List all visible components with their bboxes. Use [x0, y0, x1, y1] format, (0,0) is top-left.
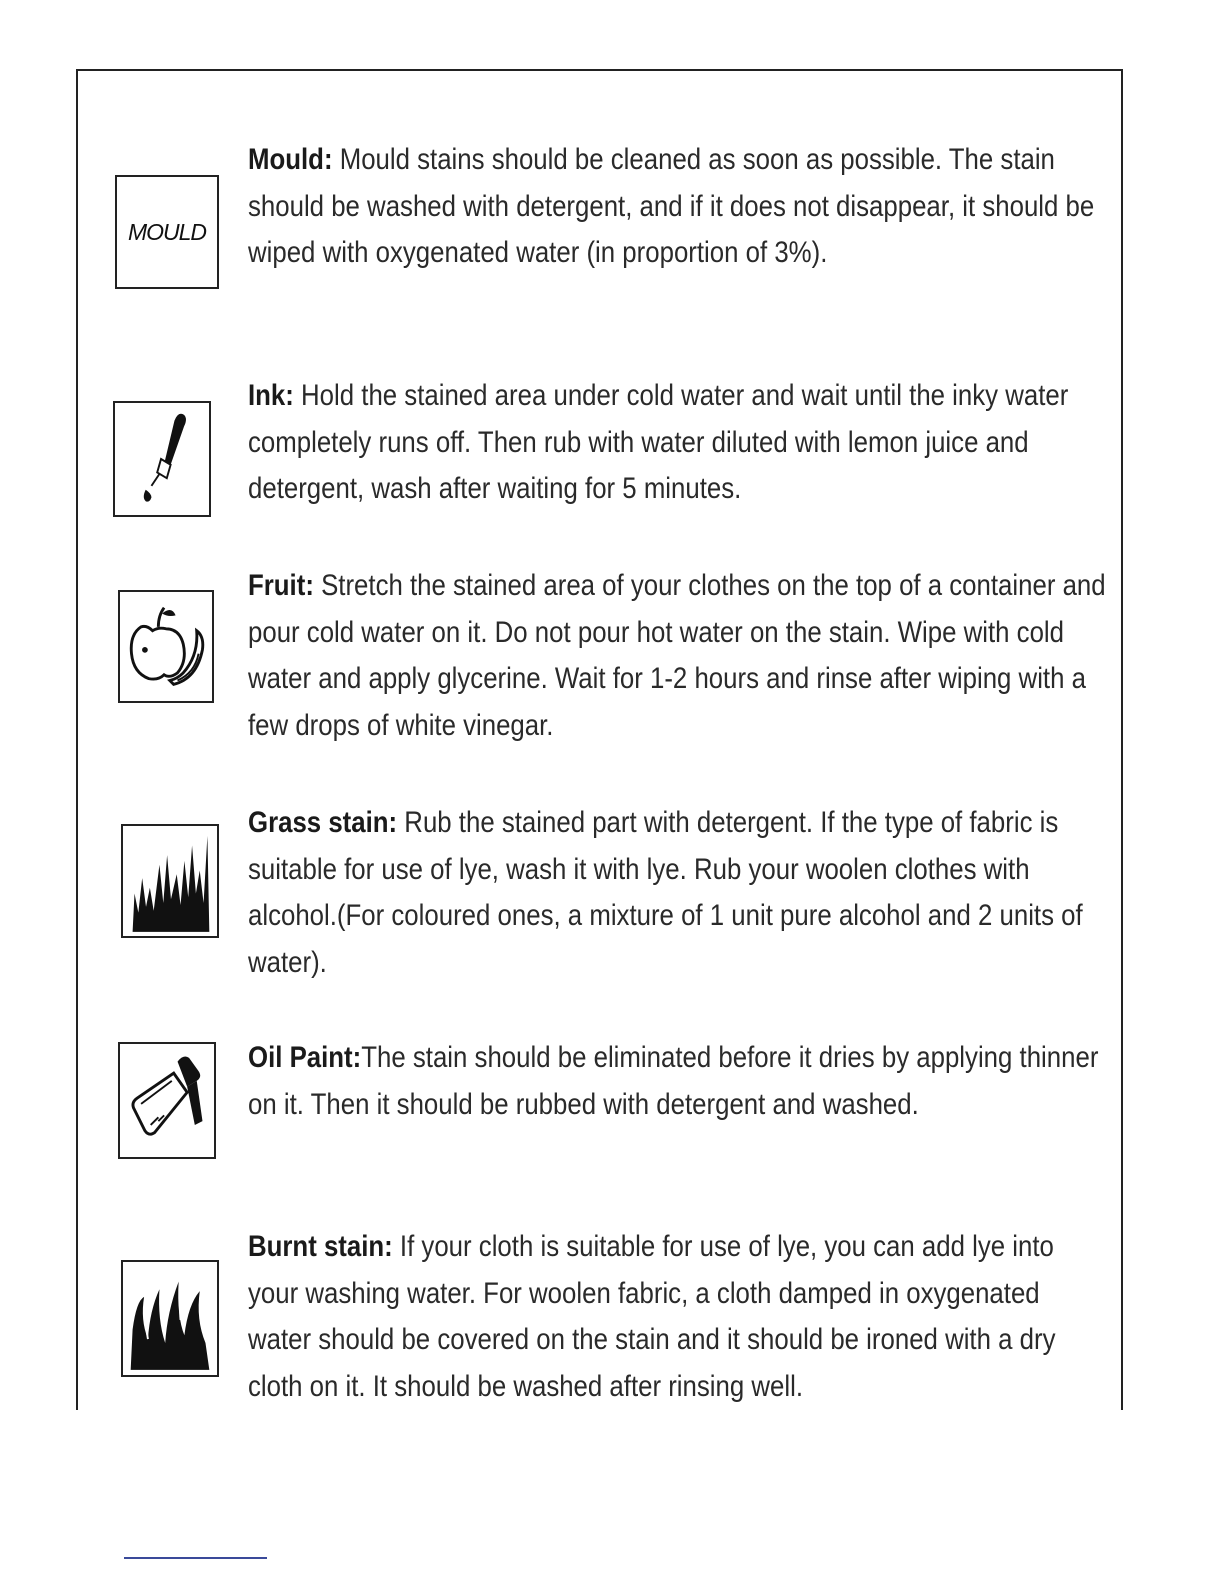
entry-text — [248, 800, 1108, 986]
entry-body: Hold the stained area under cold water and wait until the inky water completely runs off. Then rub with water diluted with lemon juice and detergent, wash after waiting for 5 minutes. — [248, 379, 1069, 505]
entry-title: Fruit: — [248, 569, 314, 602]
ink-pen-icon — [113, 401, 211, 517]
entry-body: If your cloth is suitable for use of lye, you can add lye into your washing water. For woolen fabric, a cloth damped in oxygenated water should be covered on the stain and it should be ironed with a dry cloth on it. It should be washed after rinsing well. — [248, 1230, 1056, 1403]
entry-text — [248, 1035, 1108, 1128]
flame-icon — [121, 1260, 219, 1377]
footnote-divider — [124, 1557, 267, 1559]
mould-icon — [115, 175, 219, 289]
stain-guide-frame — [76, 69, 1123, 1410]
entry-text — [248, 563, 1108, 749]
entry-body: Rub the stained part with detergent. If the type of fabric is suitable for use of lye, wash it with lye. Rub your woolen clothes with alcohol.(For coloured ones, a mixture of 1 unit pure alcohol and 2 units of water). — [248, 806, 1083, 979]
fruit-icon — [118, 590, 214, 703]
entry-title: Ink: — [248, 379, 294, 412]
grass-icon — [121, 824, 219, 938]
entry-title: Oil Paint: — [248, 1041, 362, 1074]
entry-text — [248, 1224, 1108, 1410]
entry-text — [248, 137, 1108, 277]
mould-icon-label: MOULD — [127, 218, 207, 245]
entry-body: The stain should be eliminated before it dries by applying thinner on it. Then it should be rubbed with detergent and washed. — [248, 1041, 1099, 1121]
entry-title: Burnt stain: — [248, 1230, 393, 1263]
entry-text — [248, 373, 1108, 513]
entry-body: Mould stains should be cleaned as soon as possible. The stain should be washed with detergent, and if it does not disappear, it should be wiped with oxygenated water (in proportion of 3%). — [248, 143, 1095, 269]
entry-title: Mould: — [248, 143, 333, 176]
entry-body: Stretch the stained area of your clothes on the top of a container and pour cold water on it. Do not pour hot water on the stain. Wipe with cold water and apply glycerine. Wait for 1-2 hours and rinse after wiping with a few drops of white vinegar. — [248, 569, 1106, 742]
paint-brush-icon — [118, 1042, 216, 1159]
entry-title: Grass stain: — [248, 806, 398, 839]
